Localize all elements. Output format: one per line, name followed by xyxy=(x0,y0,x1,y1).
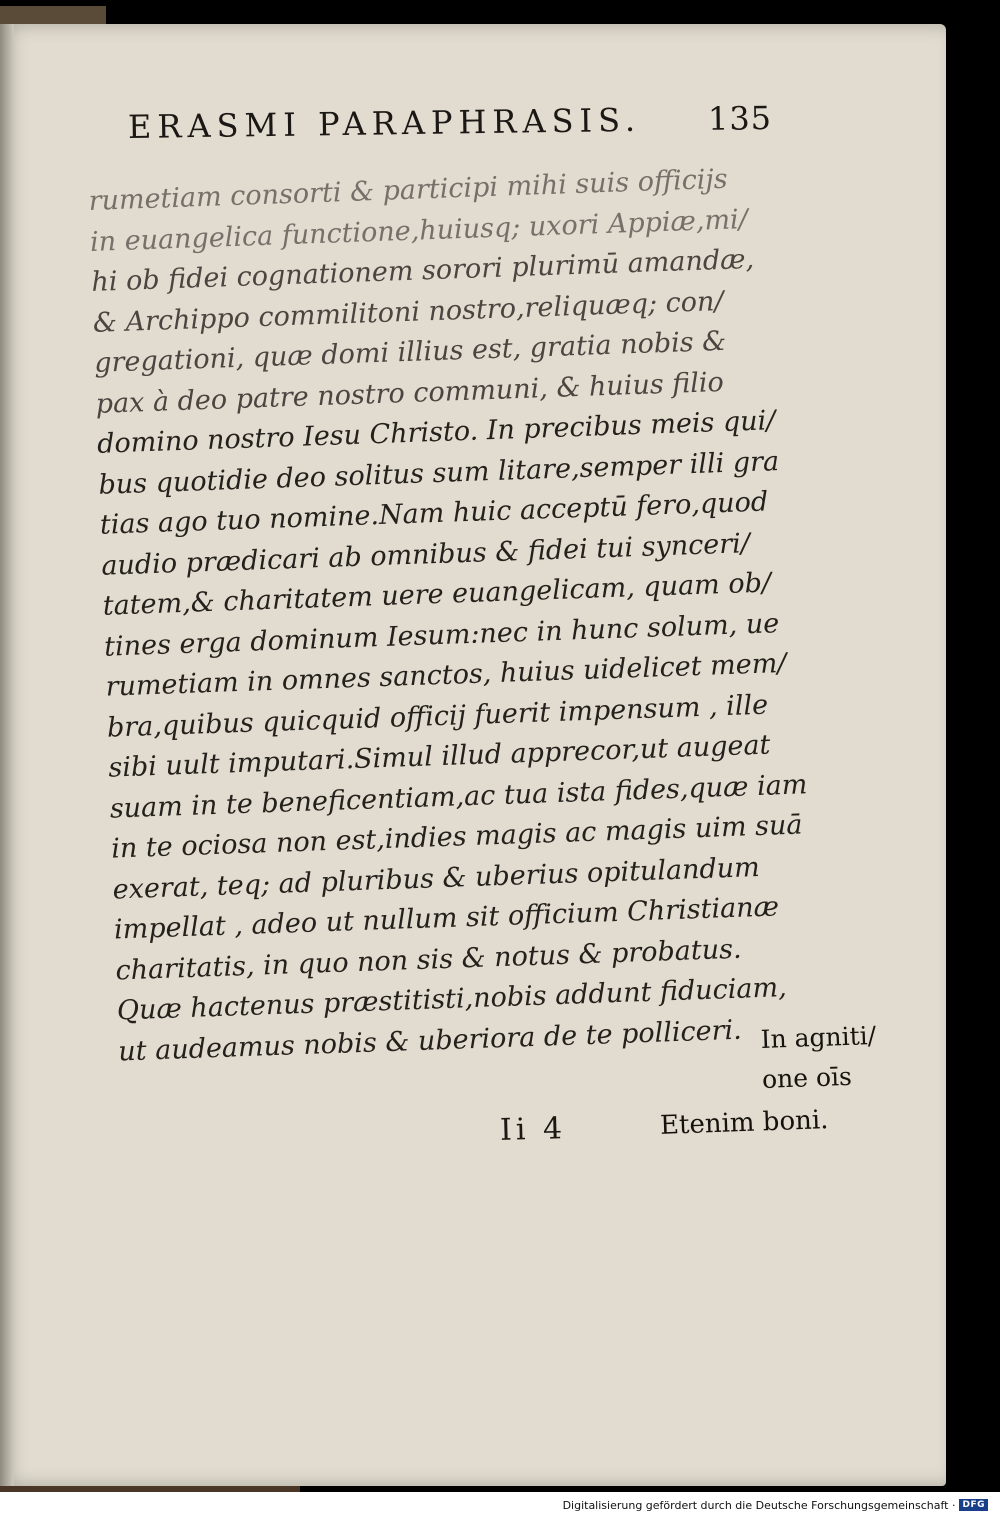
marginal-note-line: one oīs xyxy=(761,1061,853,1094)
text-line: charitatis, in quo non sis & notus & probatus. xyxy=(114,933,743,987)
text-line: tatem,& charitatem uere euangelicam, quam ob/ xyxy=(102,567,772,622)
text-line: in te ociosa non est,indies magis ac magis uim suā xyxy=(110,809,803,865)
text-line: exerat, teq; ad pluribus & uberius opitulandum xyxy=(112,851,761,906)
text-line: in euangelica functione,huiusq; uxori Appiæ,mi/ xyxy=(89,203,749,258)
text-line: tias ago tuo nomine.Nam huic acceptū fero,quod xyxy=(99,486,769,541)
page-gutter-shadow xyxy=(0,24,14,1486)
marginal-note xyxy=(760,1016,878,1100)
catchword: Etenim boni. xyxy=(659,1105,829,1141)
text-line: ut audeamus nobis & uberiora de te polliceri. xyxy=(117,1014,743,1067)
dfg-logo-icon: DFG xyxy=(959,1499,988,1511)
text-line: domino nostro Iesu Christo. In precibus meis qui/ xyxy=(96,405,776,460)
digitization-credit xyxy=(559,1496,992,1514)
text-line: sibi uult imputari.Simul illud apprecor,ut augeat xyxy=(107,729,771,784)
text-line: suam in te beneficentiam,ac tua ista fides,quæ iam xyxy=(109,768,808,825)
text-line: & Archippo commilitoni nostro,reliquæq; con/ xyxy=(92,285,724,339)
text-line: tines erga dominum Iesum:nec in hunc solum, ue xyxy=(103,607,780,663)
page-number: 135 xyxy=(707,99,773,138)
text-line: bra,quibus quicquid officij fuerit impensum , ille xyxy=(106,689,769,744)
body-text xyxy=(88,159,808,1073)
text-line: pax à deo patre nostro communi, & huius filio xyxy=(95,366,725,420)
text-line: audio prædicari ab omnibus & fidei tui synceri/ xyxy=(100,527,751,582)
credit-text: Digitalisierung gefördert durch die Deutsche Forschungsgemeinschaft · xyxy=(562,1498,956,1512)
signature-mark: Ii 4 xyxy=(499,1111,567,1148)
text-line: rumetiam in omnes sanctos, huius uidelicet mem/ xyxy=(105,647,787,703)
text-line: hi ob fidei cognationem sorori plurimū amandæ, xyxy=(90,243,755,298)
marginal-note-line: In agniti/ xyxy=(760,1020,877,1054)
text-line: bus quotidie deo solitus sum litare,semper illi gra xyxy=(98,445,780,501)
text-line: gregationi, quæ domi illius est, gratia nobis & xyxy=(93,325,727,379)
text-line: Quæ hactenus præstitisti,nobis addunt fiduciam, xyxy=(116,972,788,1027)
text-line: impellat , adeo ut nullum sit officium Christianæ xyxy=(113,891,780,946)
running-head-title: ERASMI PARAPHRASIS. xyxy=(127,100,642,146)
text-line: rumetiam consorti & participi mihi suis officijs xyxy=(88,163,729,217)
